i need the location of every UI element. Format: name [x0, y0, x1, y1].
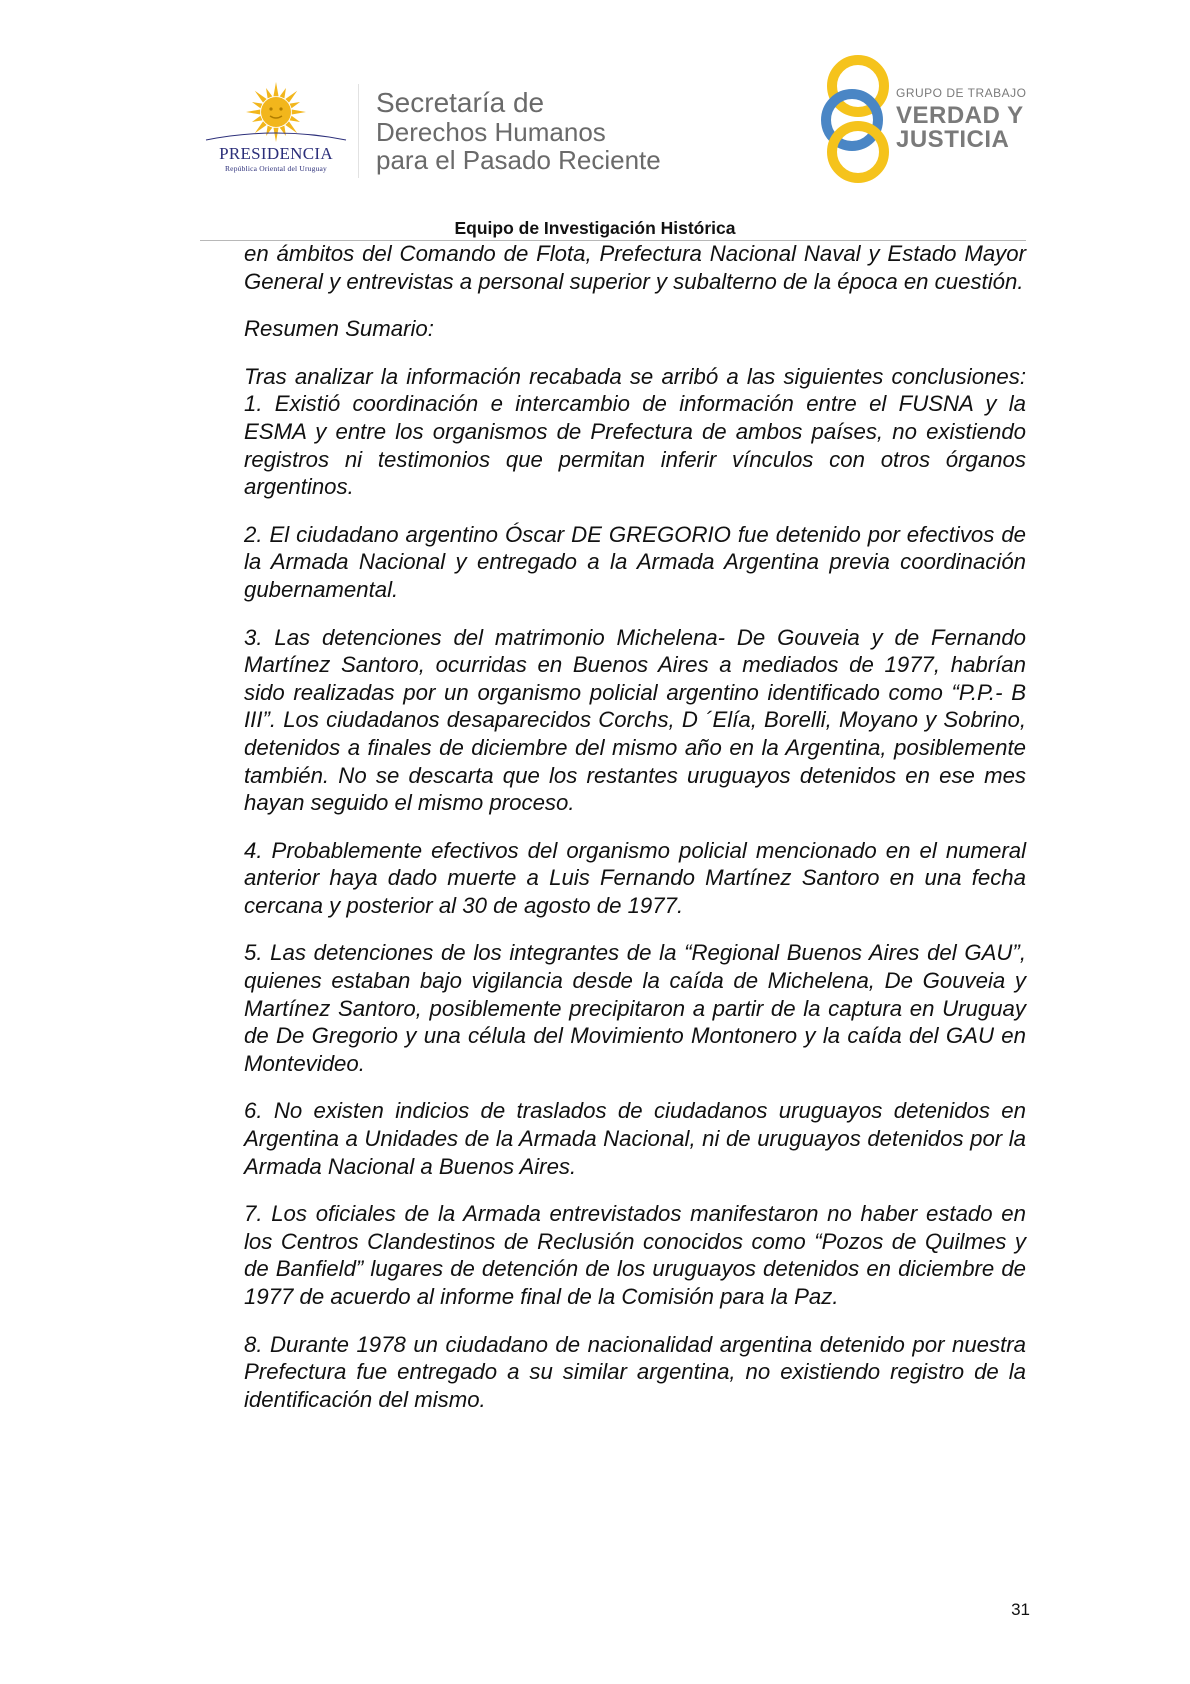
sun-ray-icon	[252, 102, 262, 108]
sun-ray-icon	[266, 88, 272, 98]
paragraph: 5. Las detenciones de los integrantes de la “Regional Buenos Aires del GAU”, quienes estaban bajo vigilancia desde la caída de Michelena, De Gouveia y Martínez Santoro, posiblemente precipitaron a partir de la captura en Uruguay de De Gregorio y una célula del Movimiento Montonero y la caída del GAU en Montevideo.	[244, 940, 1026, 1076]
secretaria-logo-text	[376, 88, 661, 174]
presidencia-name: PRESIDENCIA	[219, 144, 333, 163]
page-header	[0, 0, 1190, 250]
sun-ray-icon	[255, 121, 267, 133]
secretaria-line-2: Derechos Humanos	[376, 117, 606, 147]
document-body	[244, 240, 1026, 1433]
paragraph: 7. Los oficiales de la Armada entrevistados manifestaron no haber estado en los Centros Clandestinos de Reclusión conocidos como “Pozos de Quilmes y de Banfield” lugares de detención de los uruguayos detenidos en diciembre de 1977 de acuerdo al informe final de la Comisión para la Paz.	[244, 1201, 1026, 1309]
paragraph: 3. Las detenciones del matrimonio Michelena- De Gouveia y de Fernando Martínez Santoro, ocurridas en Buenos Aires a mediados de 1977, habrían sido realizadas por un organismo policial argentino identificado como “P.P.- B III”. Los ciudadanos desaparecidos Corchs, D ´Elía, Borelli, Moyano y Sobrino, detenidos a finales de diciembre del mismo año en la Argentina, posiblemente también. No se descarta que los restantes uruguayos detenidos en ese mes hayan seguido el mismo proceso.	[244, 624, 1026, 816]
sun-ray-icon	[285, 91, 297, 103]
sun-ray-icon	[266, 126, 272, 136]
sun-ray-icon	[246, 109, 260, 114]
justicia-label: JUSTICIA	[896, 126, 1010, 153]
sun-ray-icon	[273, 128, 278, 142]
section-heading: Resumen Sumario:	[244, 316, 434, 342]
sun-ray-icon	[292, 109, 306, 114]
sun-ray-icon	[280, 126, 286, 136]
page-number: 31	[1011, 1600, 1030, 1619]
paragraph: en ámbitos del Comando de Flota, Prefectura Nacional Naval y Estado Mayor General y entrevistas a personal superior y subalterno de la época en cuestión.	[244, 241, 1026, 294]
sun-ray-icon	[252, 116, 262, 122]
paragraph: 8. Durante 1978 un ciudadano de nacionalidad argentina detenido por nuestra Prefectura fue entregado a su similar argentina, no existiendo registro de la identificación del mismo.	[244, 1331, 1026, 1412]
sun-ray-icon	[280, 88, 286, 98]
verdad-label: VERDAD Y	[896, 102, 1024, 129]
header-separator	[358, 84, 359, 178]
grupo-trabajo-logo	[818, 54, 1028, 184]
sun-ray-icon	[273, 82, 278, 96]
linked-rings-icon	[818, 54, 894, 184]
presidencia-subtitle: República Oriental del Uruguay	[224, 164, 327, 173]
paragraph: Tras analizar la información recabada se arribó a las siguientes conclusiones: 1. Existió coordinación e intercambio de información entre el FUSNA y la ESMA y entre los organismos de Prefectura de ambos países, no existiendo registros ni testimonios que permitan inferir vínculos con otros órganos argentinos.	[244, 363, 1026, 500]
secretaria-line-3: para el Pasado Reciente	[376, 145, 661, 175]
sun-ray-icon	[290, 116, 300, 122]
sun-ray-icon	[255, 91, 267, 103]
presidencia-logo	[198, 82, 354, 180]
secretaria-line-1: Secretaría de	[376, 87, 545, 118]
paragraph: 2. El ciudadano argentino Óscar DE GREGORIO fue detenido por efectivos de la Armada Nacional y entregado a la Armada Argentina previa coordinación gubernamental.	[244, 521, 1026, 602]
paragraph: 4. Probablemente efectivos del organismo policial mencionado en el numeral anterior haya dado muerte a Luis Fernando Martínez Santoro en una fecha cercana y posterior al 30 de agosto de 1977.	[244, 837, 1026, 918]
sun-emblem-icon	[198, 82, 354, 144]
paragraph: 6. No existen indicios de traslados de ciudadanos uruguayos detenidos en Argentina a Unidades de la Armada Nacional, ni de uruguayos detenidos por la Armada Nacional a Buenos Aires.	[244, 1098, 1026, 1179]
sun-ray-icon	[290, 102, 300, 108]
sun-ray-icon	[285, 121, 297, 133]
team-title: Equipo de Investigación Histórica	[454, 218, 736, 238]
grupo-trabajo-label: GRUPO DE TRABAJO	[896, 86, 1027, 100]
